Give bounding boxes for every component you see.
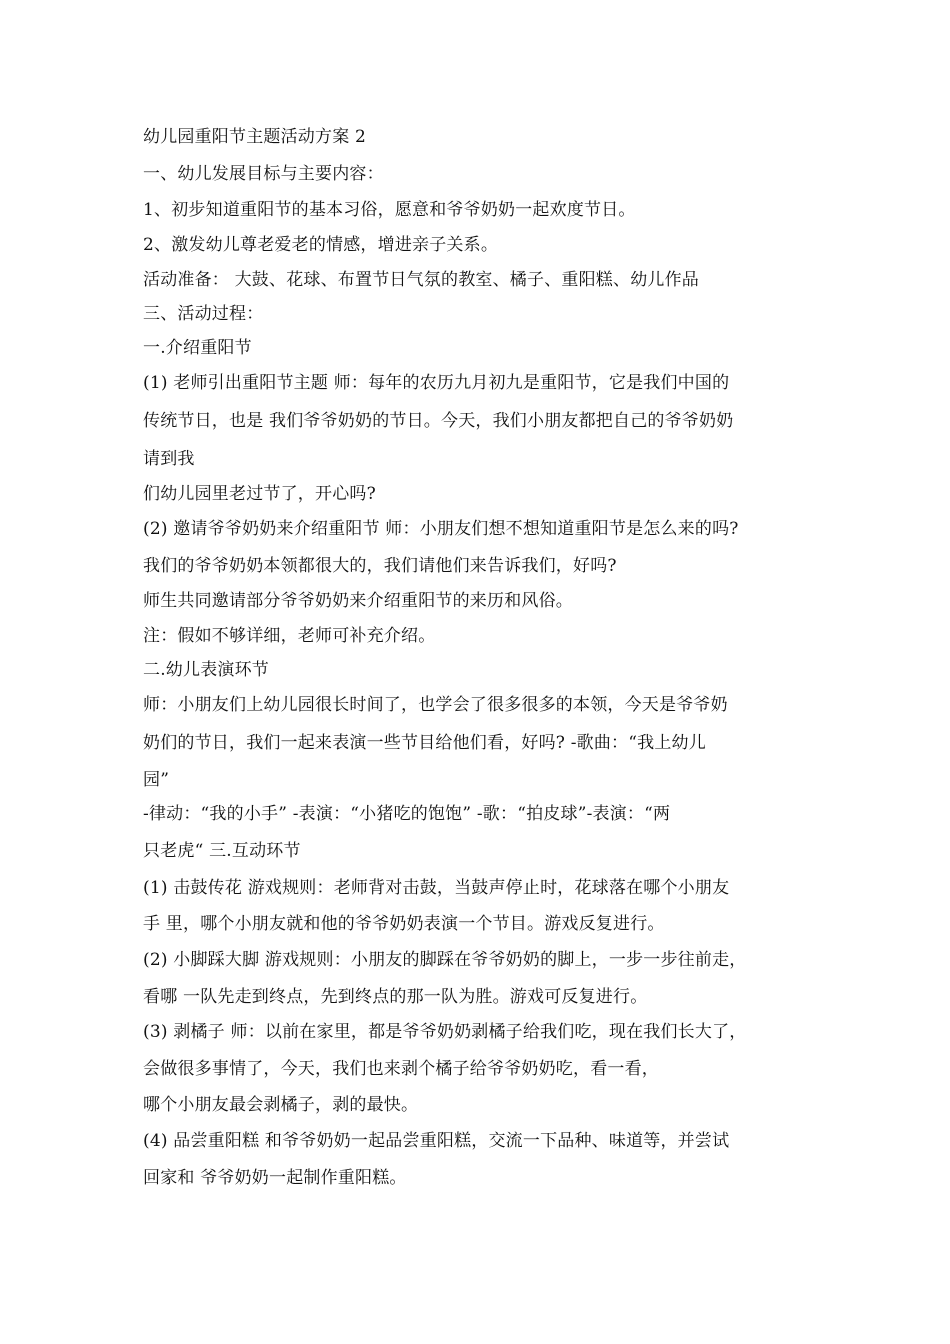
paragraph-line: -律动：“我的小手” -表演：“小猪吃的饱饱” -歌：“拍皮球”-表演：“两 xyxy=(143,804,671,824)
paragraph-line: 们幼儿园里老过节了，开心吗? xyxy=(143,484,376,504)
paragraph-line: 只老虎“ 三.互动环节 xyxy=(143,841,301,861)
paragraph-line: (2) 邀请爷爷奶奶来介绍重阳节 师：小朋友们想不想知道重阳节是怎么来的吗? xyxy=(143,519,739,539)
paragraph-line: (1) 老师引出重阳节主题 师：每年的农历九月初九是重阳节，它是我们中国的 xyxy=(143,373,730,393)
paragraph-line: 奶们的节日，我们一起来表演一些节目给他们看，好吗? -歌曲：“我上幼儿 xyxy=(143,733,706,753)
section-heading: 一、幼儿发展目标与主要内容： xyxy=(143,164,384,184)
paragraph-line: (4) 品尝重阳糕 和爷爷奶奶一起品尝重阳糕，交流一下品种、味道等，并尝试 xyxy=(143,1131,730,1151)
paragraph-line: 师：小朋友们上幼儿园很长时间了，也学会了很多很多的本领，今天是爷爷奶 xyxy=(143,695,728,715)
paragraph-line: 2、激发幼儿尊老爱老的情感，增进亲子关系。 xyxy=(143,235,499,255)
paragraph-line: 哪个小朋友最会剥橘子，剥的最快。 xyxy=(143,1095,419,1115)
paragraph-line: 传统节日，也是 我们爷爷奶奶的节日。今天，我们小朋友都把自己的爷爷奶奶 xyxy=(143,411,734,431)
paragraph-line: 活动准备： 大鼓、花球、布置节日气氛的教室、橘子、重阳糕、幼儿作品 xyxy=(143,270,700,290)
section-heading: 三、活动过程： xyxy=(143,304,264,324)
paragraph-line: 会做很多事情了，今天，我们也来剥个橘子给爷爷奶奶吃，看一看， xyxy=(143,1059,659,1079)
paragraph-line: 1、初步知道重阳节的基本习俗，愿意和爷爷奶奶一起欢度节日。 xyxy=(143,200,636,220)
paragraph-line: 注：假如不够详细，老师可补充介绍。 xyxy=(143,626,436,646)
paragraph-line: 看哪 一队先走到终点，先到终点的那一队为胜。游戏可反复进行。 xyxy=(143,987,648,1007)
section-heading: 二.幼儿表演环节 xyxy=(143,660,270,680)
paragraph-line: 回家和 爷爷奶奶一起制作重阳糕。 xyxy=(143,1168,407,1188)
paragraph-line: (1) 击鼓传花 游戏规则：老师背对击鼓，当鼓声停止时，花球落在哪个小朋友 xyxy=(143,878,730,898)
paragraph-line: 师生共同邀请部分爷爷奶奶来介绍重阳节的来历和风俗。 xyxy=(143,591,573,611)
section-heading: 一.介绍重阳节 xyxy=(143,338,252,358)
paragraph-line: (2) 小脚踩大脚 游戏规则：小朋友的脚踩在爷爷奶奶的脚上，一步一步往前走， xyxy=(143,950,747,970)
paragraph-line: 我们的爷爷奶奶本领都很大的，我们请他们来告诉我们，好吗? xyxy=(143,556,617,576)
paragraph-line: 请到我 xyxy=(143,449,195,469)
document-title: 幼儿园重阳节主题活动方案 2 xyxy=(143,127,367,147)
paragraph-line: 园” xyxy=(143,770,170,790)
paragraph-line: (3) 剥橘子 师：以前在家里，都是爷爷奶奶剥橘子给我们吃，现在我们长大了， xyxy=(143,1022,747,1042)
paragraph-line: 手 里，哪个小朋友就和他的爷爷奶奶表演一个节目。游戏反复进行。 xyxy=(143,914,665,934)
